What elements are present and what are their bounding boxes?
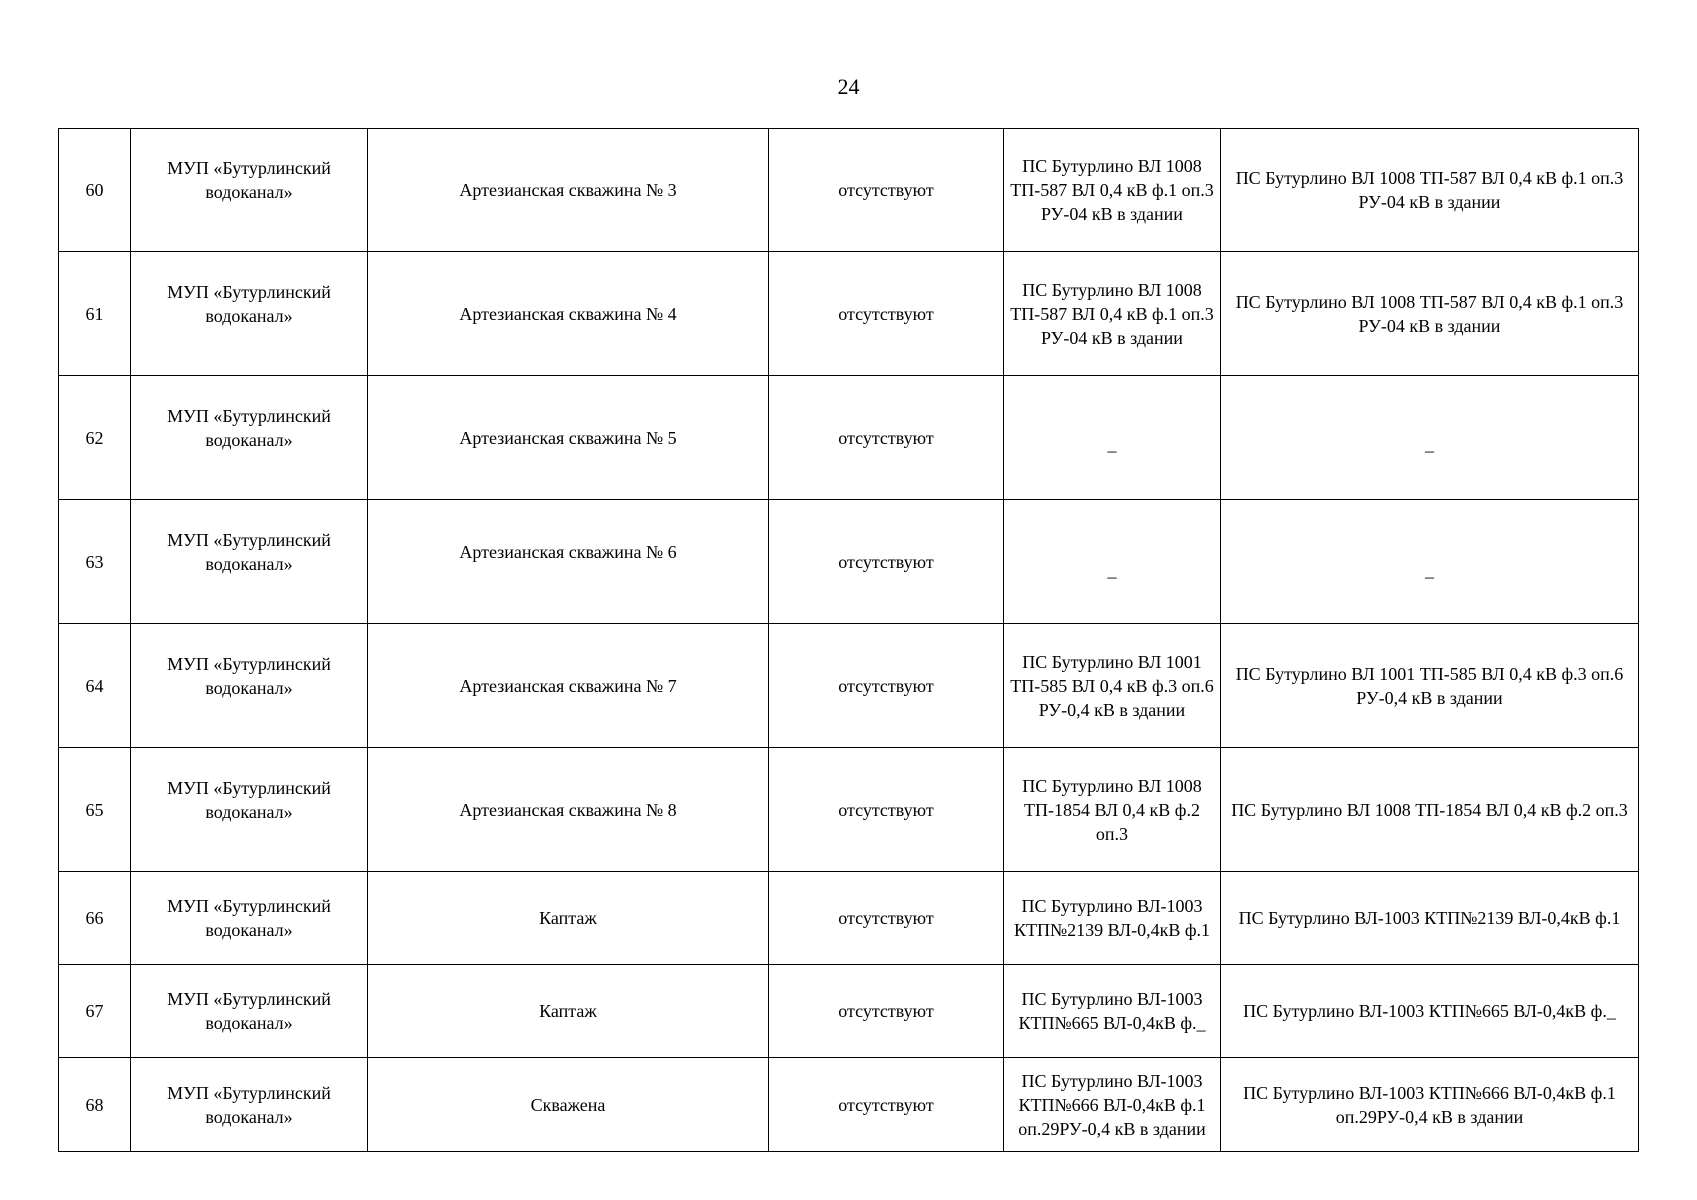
power-source-cell	[1004, 376, 1221, 500]
status-cell: отсутствуют	[769, 1058, 1004, 1152]
organization-text: МУП «Бутурлинский водоканал»	[167, 777, 331, 822]
organization-text: МУП «Бутурлинский водоканал»	[167, 405, 331, 450]
status-cell: отсутствуют	[769, 252, 1004, 376]
power-source-cell: ПС Бутурлино ВЛ 1008 ТП-1854 ВЛ 0,4 кВ ф.2 оп.3	[1004, 748, 1221, 872]
organization-cell	[131, 376, 368, 500]
object-cell: Скважена	[368, 1058, 769, 1152]
object-cell: Каптаж	[368, 965, 769, 1058]
row-number: 60	[59, 129, 131, 252]
status-cell: отсутствуют	[769, 872, 1004, 965]
organization-cell: МУП «Бутурлинский водоканал»	[131, 965, 368, 1058]
table-row	[59, 624, 1639, 748]
organization-cell	[131, 129, 368, 252]
power-source-cell: ПС Бутурлино ВЛ 1008 ТП-587 ВЛ 0,4 кВ ф.1 оп.3 РУ-04 кВ в здании	[1004, 129, 1221, 252]
connection-point-cell: ПС Бутурлино ВЛ 1008 ТП-587 ВЛ 0,4 кВ ф.1 оп.3 РУ-04 кВ в здании	[1221, 129, 1639, 252]
connection-point-cell: ПС Бутурлино ВЛ 1008 ТП-1854 ВЛ 0,4 кВ ф.2 оп.3	[1221, 748, 1639, 872]
table-row	[59, 252, 1639, 376]
organization-cell	[131, 624, 368, 748]
connection-point-cell: ПС Бутурлино ВЛ-1003 КТП№666 ВЛ-0,4кВ ф.1 оп.29РУ-0,4 кВ в здании	[1221, 1058, 1639, 1152]
dash-placeholder: _	[1425, 433, 1434, 454]
row-number: 65	[59, 748, 131, 872]
object-cell: Артезианская скважина № 8	[368, 748, 769, 872]
table-row	[59, 1058, 1639, 1152]
connection-point-cell	[1221, 500, 1639, 624]
status-cell: отсутствуют	[769, 748, 1004, 872]
page-number: 24	[837, 74, 860, 99]
power-source-cell: ПС Бутурлино ВЛ-1003 КТП№2139 ВЛ-0,4кВ ф.1	[1004, 872, 1221, 965]
row-number: 66	[59, 872, 131, 965]
power-source-cell: ПС Бутурлино ВЛ-1003 КТП№665 ВЛ-0,4кВ ф._	[1004, 965, 1221, 1058]
organization-text: МУП «Бутурлинский водоканал»	[167, 653, 331, 698]
object-cell: Артезианская скважина № 4	[368, 252, 769, 376]
row-number: 64	[59, 624, 131, 748]
table-row	[59, 500, 1639, 624]
row-number: 67	[59, 965, 131, 1058]
status-cell: отсутствуют	[769, 624, 1004, 748]
connection-point-cell: ПС Бутурлино ВЛ 1008 ТП-587 ВЛ 0,4 кВ ф.1 оп.3 РУ-04 кВ в здании	[1221, 252, 1639, 376]
power-source-cell	[1004, 500, 1221, 624]
organization-text: МУП «Бутурлинский водоканал»	[167, 158, 331, 202]
row-number: 62	[59, 376, 131, 500]
connection-point-cell: ПС Бутурлино ВЛ-1003 КТП№665 ВЛ-0,4кВ ф._	[1221, 965, 1639, 1058]
object-text: Артезианская скважина № 6	[459, 541, 677, 562]
table-row	[59, 748, 1639, 872]
organization-cell: МУП «Бутурлинский водоканал»	[131, 872, 368, 965]
organization-cell	[131, 252, 368, 376]
status-cell: отсутствуют	[769, 376, 1004, 500]
organization-text: МУП «Бутурлинский водоканал»	[167, 529, 331, 574]
organization-text: МУП «Бутурлинский водоканал»	[167, 281, 331, 326]
organization-cell	[131, 748, 368, 872]
row-number: 63	[59, 500, 131, 624]
dash-placeholder: _	[1425, 559, 1434, 580]
status-cell: отсутствуют	[769, 129, 1004, 252]
status-cell: отсутствуют	[769, 965, 1004, 1058]
power-source-cell: ПС Бутурлино ВЛ-1003 КТП№666 ВЛ-0,4кВ ф.1 оп.29РУ-0,4 кВ в здании	[1004, 1058, 1221, 1152]
object-cell: Каптаж	[368, 872, 769, 965]
connection-point-cell: ПС Бутурлино ВЛ-1003 КТП№2139 ВЛ-0,4кВ ф.1	[1221, 872, 1639, 965]
row-number: 61	[59, 252, 131, 376]
table-row	[59, 129, 1639, 252]
dash-placeholder: _	[1107, 559, 1117, 580]
power-source-cell: ПС Бутурлино ВЛ 1001 ТП-585 ВЛ 0,4 кВ ф.3 оп.6 РУ-0,4 кВ в здании	[1004, 624, 1221, 748]
object-cell	[368, 500, 769, 624]
object-cell: Артезианская скважина № 7	[368, 624, 769, 748]
table-row	[59, 965, 1639, 1058]
organization-cell	[131, 500, 368, 624]
table-row	[59, 376, 1639, 500]
dash-placeholder: _	[1107, 433, 1117, 454]
status-cell: отсутствуют	[769, 500, 1004, 624]
power-source-cell: ПС Бутурлино ВЛ 1008 ТП-587 ВЛ 0,4 кВ ф.1 оп.3 РУ-04 кВ в здании	[1004, 252, 1221, 376]
object-cell: Артезианская скважина № 5	[368, 376, 769, 500]
connection-point-cell: ПС Бутурлино ВЛ 1001 ТП-585 ВЛ 0,4 кВ ф.3 оп.6 РУ-0,4 кВ в здании	[1221, 624, 1639, 748]
connection-point-cell	[1221, 376, 1639, 500]
data-table	[58, 128, 1639, 1152]
object-cell: Артезианская скважина № 3	[368, 129, 769, 252]
organization-cell: МУП «Бутурлинский водоканал»	[131, 1058, 368, 1152]
table-row	[59, 872, 1639, 965]
row-number: 68	[59, 1058, 131, 1152]
